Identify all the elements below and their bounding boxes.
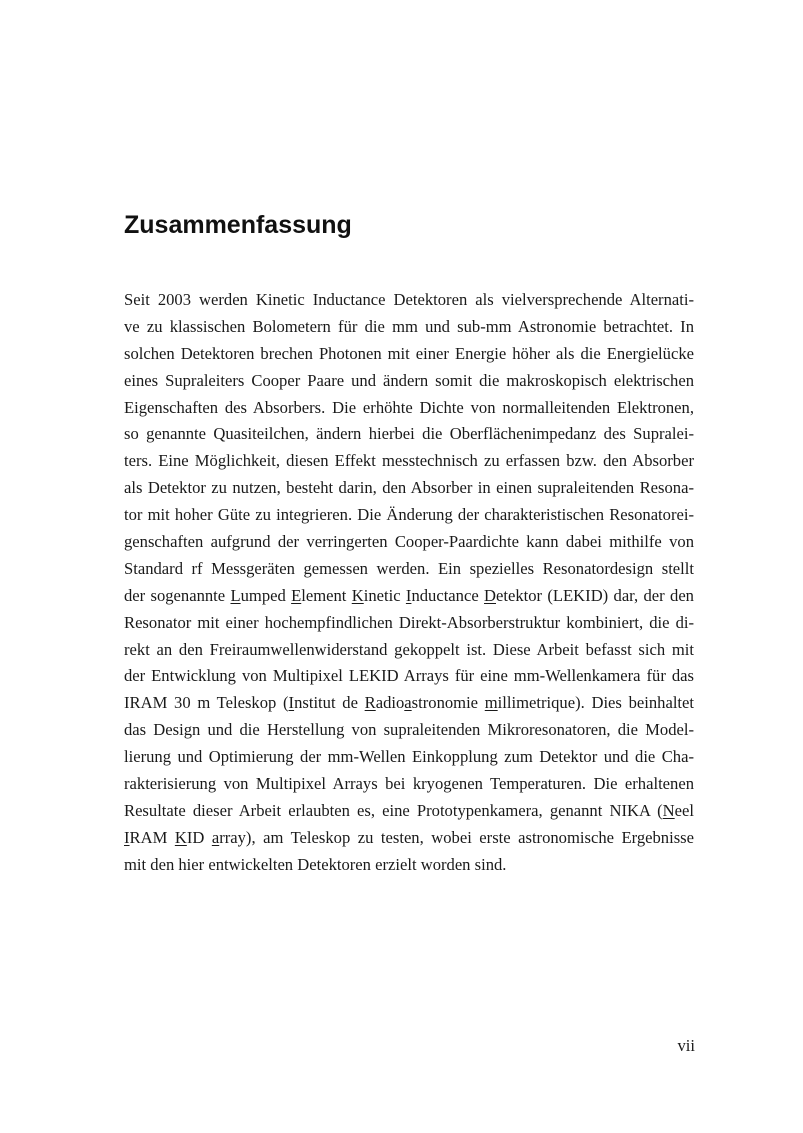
line-text: illimetrique). Dies beinhaltet bbox=[497, 693, 695, 713]
paragraph-line: Standard rf Messgeräten gemessen werden. Ein spezielles Resonatordesign stellt bbox=[124, 558, 694, 578]
paragraph-line: rekt an den Freiraumwellenwiderstand gekoppelt ist. Diese Arbeit befasst sich mit bbox=[124, 639, 694, 659]
line-text: stronomie bbox=[411, 693, 485, 713]
page-number: vii bbox=[677, 1036, 695, 1055]
line-text: nductance bbox=[411, 585, 485, 605]
chapter-heading: Zusammenfassung bbox=[124, 211, 352, 239]
paragraph-line-nika bbox=[124, 798, 694, 825]
underlined-initial: I bbox=[288, 693, 295, 713]
line-text: lement bbox=[301, 585, 352, 605]
paragraph-line: das Design und die Herstellung von supraleitenden Mikroresonatoren, die Model- bbox=[124, 720, 694, 740]
paragraph-line: Resonator mit einer hochempfindlichen Direkt-Absorberstruktur kombiniert, die di- bbox=[124, 612, 694, 632]
line-text: eel bbox=[674, 800, 694, 820]
paragraph-line: der Entwicklung von Multipixel LEKID Arrays für eine mm-Wellenkamera für das bbox=[124, 666, 694, 686]
underlined-initial: a bbox=[211, 827, 220, 847]
underlined-initial: E bbox=[291, 585, 302, 605]
paragraph-line: tor mit hoher Güte zu integrieren. Die Änderung der charakteristischen Resonatorei- bbox=[124, 505, 694, 525]
line-text: Resultate dieser Arbeit erlaubten es, eine Prototypenkamera, genannt NIKA ( bbox=[124, 800, 663, 820]
paragraph-line-iram bbox=[124, 690, 694, 717]
line-text: adio bbox=[375, 693, 405, 713]
paragraph-line: mit den hier entwickelten Detektoren erzielt worden sind. bbox=[124, 854, 507, 874]
paragraph-line: ters. Eine Möglichkeit, diesen Effekt messtechnisch zu erfassen bzw. den Absorber bbox=[124, 451, 694, 471]
paragraph-line-lekid bbox=[124, 583, 694, 610]
underlined-initial: N bbox=[662, 800, 675, 820]
underlined-initial: m bbox=[484, 693, 498, 713]
paragraph-line: ve zu klassischen Bolometern für die mm und sub-mm Astronomie betrachtet. In bbox=[124, 316, 694, 336]
paragraph-line: so genannte Quasiteilchen, ändern hierbei die Oberflächenimpedanz des Supralei- bbox=[124, 424, 694, 444]
line-text: rray), am Teleskop zu testen, wobei erste astronomische Ergebnisse bbox=[219, 827, 694, 847]
abstract-paragraph bbox=[124, 287, 694, 879]
paragraph-line: eines Supraleiters Cooper Paare und ändern somit die makroskopisch elektrischen bbox=[124, 370, 694, 390]
line-text: etektor (LEKID) dar, der den bbox=[496, 585, 694, 605]
paragraph-line: Eigenschaften des Absorbers. Die erhöhte Dichte von normalleitenden Elektronen, bbox=[124, 397, 694, 417]
paragraph-line: lierung und Optimierung der mm-Wellen Einkopplung zum Detektor und die Cha- bbox=[124, 747, 694, 767]
line-text: nstitut de bbox=[294, 693, 365, 713]
line-text: der sogenannte bbox=[124, 585, 231, 605]
underlined-initial: L bbox=[230, 585, 241, 605]
underlined-initial: D bbox=[484, 585, 496, 605]
underlined-initial: I bbox=[124, 827, 130, 847]
paragraph-line: rakterisierung von Multipixel Arrays bei kryogenen Temperaturen. Die erhaltenen bbox=[124, 774, 694, 794]
underlined-initial: K bbox=[351, 585, 364, 605]
line-text: umped bbox=[240, 585, 292, 605]
line-text: ID bbox=[186, 827, 212, 847]
paragraph-line-nika-cont bbox=[124, 825, 694, 852]
underlined-initial: K bbox=[174, 827, 187, 847]
paragraph-line: Seit 2003 werden Kinetic Inductance Detektoren als vielversprechende Alternati- bbox=[124, 290, 694, 309]
underlined-initial: a bbox=[404, 693, 412, 713]
paragraph-line: solchen Detektoren brechen Photonen mit einer Energie höher als die Energielücke bbox=[124, 343, 694, 363]
line-text: IRAM 30 m Teleskop ( bbox=[124, 693, 289, 713]
line-text: inetic bbox=[363, 585, 406, 605]
paragraph-line: als Detektor zu nutzen, besteht darin, den Absorber in einen supraleitenden Resona- bbox=[124, 478, 694, 498]
underlined-initial: I bbox=[405, 585, 412, 605]
underlined-initial: R bbox=[364, 693, 376, 713]
line-text: RAM bbox=[129, 827, 175, 847]
paragraph-line: genschaften aufgrund der verringerten Cooper-Paardichte kann dabei mithilfe von bbox=[124, 532, 694, 552]
